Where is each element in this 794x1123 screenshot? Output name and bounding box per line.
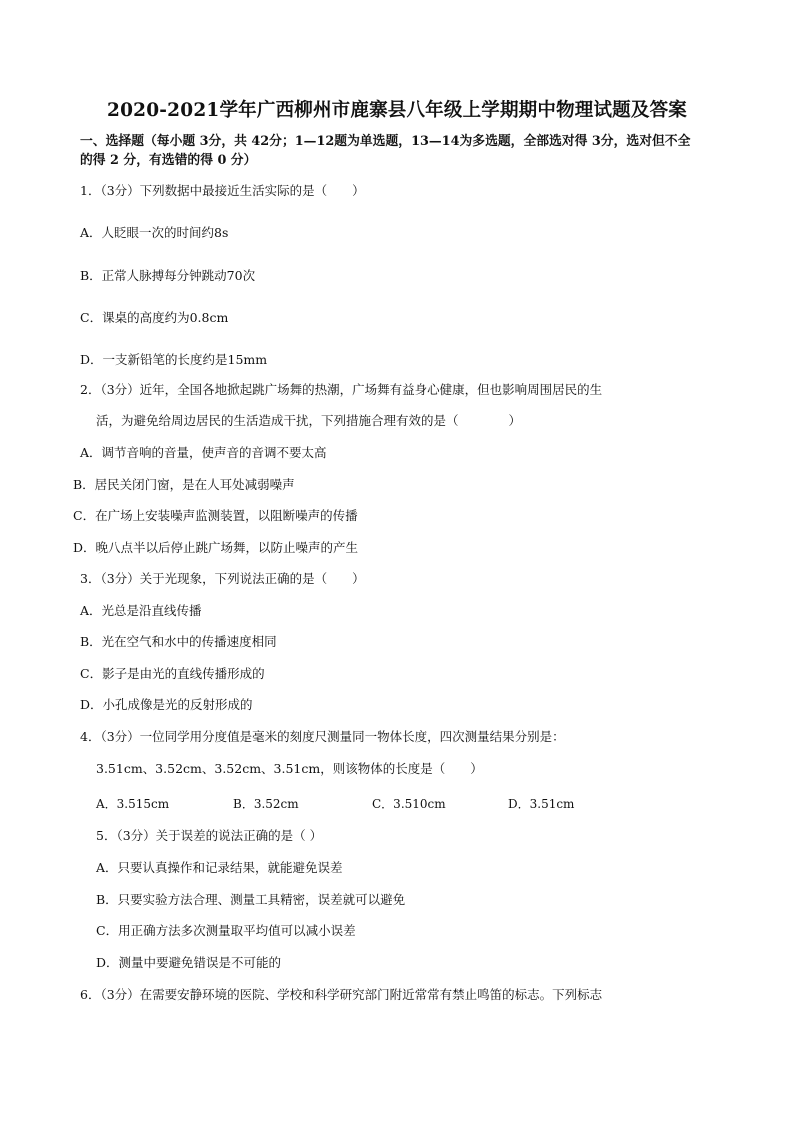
question-3-option-c: C．影子是由光的直线传播形成的: [80, 666, 265, 681]
question-2-option-c: C．在广场上安装噪声监测装置，以阻断噪声的传播: [73, 508, 358, 523]
question-1-option-a: A．人眨眼一次的时间约8s: [80, 225, 229, 240]
question-5-option-a: A．只要认真操作和记录结果，就能避免误差: [96, 860, 343, 875]
question-4-stem-continued: 3.51cm、3.52cm、3.52cm、3.51cm，则该物体的长度是（ ）: [96, 761, 483, 776]
question-3-option-d: D．小孔成像是光的反射形成的: [80, 697, 253, 712]
question-1-option-d: D．一支新铅笔的长度约是15mm: [80, 352, 268, 367]
question-2-stem: 2．（3分）近年，全国各地掀起跳广场舞的热潮，广场舞有益身心健康，但也影响周围居民的生: [80, 382, 603, 397]
question-3-option-b: B．光在空气和水中的传播速度相同: [80, 634, 277, 649]
question-2-option-d: D．晚八点半以后停止跳广场舞，以防止噪声的产生: [73, 540, 359, 555]
section-heading-line-2: 的得 2 分，有选错的得 0 分）: [80, 153, 257, 168]
question-4-option-a: A．3.515cm: [96, 797, 170, 811]
question-4-option-b: B．3.52cm: [233, 797, 299, 811]
question-5-option-d: D．测量中要避免错误是不可能的: [96, 955, 282, 970]
question-1-option-c: C．课桌的高度约为0.8cm: [80, 310, 229, 325]
question-4-stem: 4．（3分）一位同学用分度值是毫米的刻度尺测量同一物体长度，四次测量结果分别是：: [80, 729, 565, 744]
question-3-stem: 3．（3分）关于光现象，下列说法正确的是（ ）: [80, 571, 365, 586]
question-1-option-b: B．正常人脉搏每分钟跳动70次: [80, 268, 256, 283]
question-6-stem: 6．（3分）在需要安静环境的医院、学校和科学研究部门附近常常有禁止鸣笛的标志。下列标志: [80, 987, 603, 1002]
question-4-option-c: C．3.510cm: [372, 797, 446, 811]
question-2-stem-continued: 活，为避免给周边居民的生活造成干扰，下列措施合理有效的是（ ）: [96, 413, 522, 428]
question-3-option-a: A．光总是沿直线传播: [80, 603, 202, 618]
question-4-option-d: D．3.51cm: [508, 797, 575, 811]
question-5-stem: 5．（3分）关于误差的说法正确的是（ ）: [96, 828, 323, 843]
question-5-option-c: C．用正确方法多次测量取平均值可以减小误差: [96, 923, 356, 938]
question-2-option-a: A．调节音响的音量，使声音的音调不要太高: [80, 445, 327, 460]
document-title: 2020-2021学年广西柳州市鹿寨县八年级上学期期中物理试题及答案: [107, 100, 687, 121]
question-2-option-b: B．居民关闭门窗，是在人耳处减弱噪声: [73, 477, 295, 492]
question-5-option-b: B．只要实验方法合理、测量工具精密，误差就可以避免: [96, 892, 406, 907]
section-heading-line-1: 一、选择题（每小题 3分，共 42分；1—12题为单选题，13—14为多选题，全部选对得 3分，选对但不全: [80, 134, 691, 149]
question-1-stem: 1．（3分）下列数据中最接近生活实际的是（ ）: [80, 183, 365, 198]
